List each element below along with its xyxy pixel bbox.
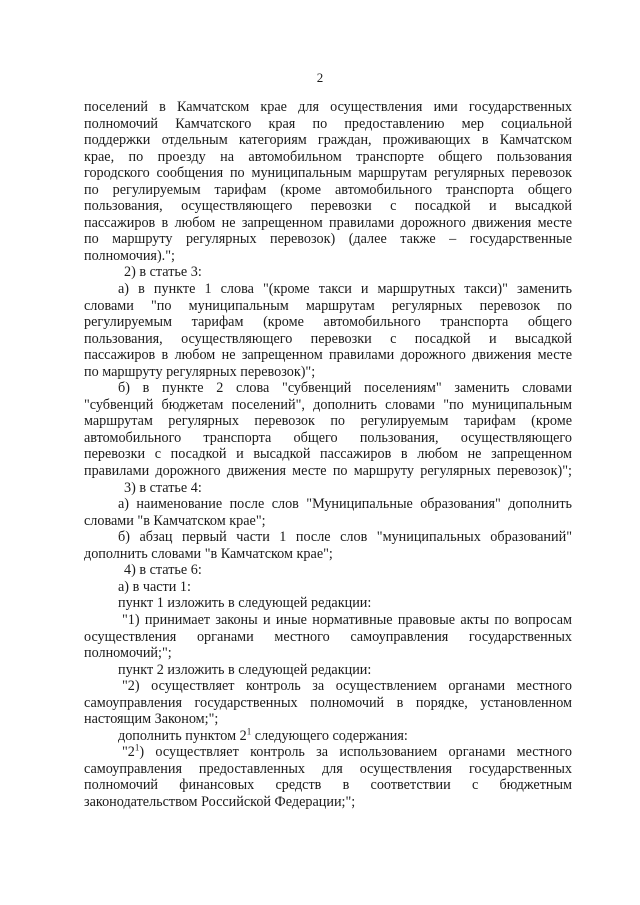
text-fragment: "2 <box>122 744 135 761</box>
text-line: пассажиров в любом не запрещенном правилами дорожного движения месте <box>84 347 572 364</box>
text-line: "субвенций бюджетам поселений", дополнить словами "по муниципальным <box>84 396 572 413</box>
superscript: 1 <box>246 726 252 737</box>
text-line: дополнить словами "в Камчатском крае"; <box>84 545 333 562</box>
text-line: осуществления органами местного самоуправления государственных <box>84 628 572 645</box>
text-line: пользования, осуществляющего перевозки с посадкой и высадкой <box>84 198 572 215</box>
text-fragment: дополнить пунктом 2 <box>118 727 247 744</box>
text-line: 4) в статье 6: <box>124 562 202 579</box>
text-line: самоуправления предоставленных для осуществления государственных <box>84 760 572 777</box>
text-line: городского сообщения по муниципальным маршрутам регулярных перевозок <box>84 165 572 182</box>
text-line: пункт 1 изложить в следующей редакции: <box>118 595 372 612</box>
document-body <box>84 99 572 811</box>
text-line: поддержки отдельным категориям граждан, проживающих в Камчатском <box>84 132 572 149</box>
text-line: регулируемым тарифам (кроме автомобильного транспорта общего <box>84 314 572 331</box>
text-line: б) абзац первый части 1 после слов "муниципальных образований" <box>118 529 572 546</box>
text-line: по регулируемым тарифам (кроме автомобильного транспорта общего <box>84 181 572 198</box>
text-line: словами "в Камчатском крае"; <box>84 512 266 529</box>
text-line: 3) в статье 4: <box>124 479 202 496</box>
text-line: б) в пункте 2 слова "субвенций поселениям" заменить словами <box>118 380 572 397</box>
text-line: настоящим Законом;"; <box>84 711 219 728</box>
text-line: полномочий Камчатского края по предоставлению мер социальной <box>84 115 572 132</box>
text-line: пассажиров в любом не запрещенном правилами дорожного движения месте <box>84 214 572 231</box>
text-line: словами "по муниципальным маршрутам регулярных перевозок по <box>84 297 572 314</box>
text-line: пункт 2 изложить в следующей редакции: <box>118 661 372 678</box>
text-line: поселений в Камчатском крае для осуществления ими государственных <box>84 99 572 115</box>
text-line: "2) осуществляет контроль за осуществлением органами местного <box>122 678 572 695</box>
text-line: маршрутам регулярных перевозок по регулируемым тарифам (кроме <box>84 413 572 430</box>
text-line: а) наименование после слов "Муниципальные образования" дополнить <box>118 496 572 513</box>
text-line: по маршруту регулярных перевозок)"; <box>84 363 316 380</box>
text-line: полномочий;"; <box>84 645 172 662</box>
text-fragment: следующего содержания: <box>251 727 408 744</box>
text-line: 2) в статье 3: <box>124 264 202 281</box>
text-fragment: ) осуществляет контроль за использованием органами местного <box>139 744 572 761</box>
text-line: а) в пункте 1 слова "(кроме такси и маршрутных такси)" заменить <box>118 281 572 298</box>
text-line: пользования, осуществляющего перевозки с посадкой и высадкой <box>84 330 572 347</box>
text-line: самоуправления государственных полномочий в порядке, установленном <box>84 694 572 711</box>
superscript: 1 <box>134 742 140 753</box>
text-line: крае, по проезду на автомобильном транспорте общего пользования <box>84 148 572 165</box>
text-line <box>84 744 572 761</box>
text-line: полномочия)."; <box>84 247 175 264</box>
text-line: законодательством Российской Федерации;"; <box>84 793 356 810</box>
text-line: автомобильного транспорта общего пользования, осуществляющего <box>84 429 572 446</box>
text-line: полномочий финансовых средств в соответствии с бюджетным <box>84 777 572 794</box>
page-number: 2 <box>316 70 324 85</box>
text-line: по маршруту регулярных перевозок) (далее также – государственные <box>84 231 572 248</box>
text-line: "1) принимает законы и иные нормативные правовые акты по вопросам <box>122 611 572 628</box>
text-line: а) в части 1: <box>118 578 191 595</box>
text-line <box>84 728 572 745</box>
text-line: перевозки с посадкой и высадкой пассажиров в любом не запрещенном <box>84 446 572 463</box>
text-line: правилами дорожного движения месте по маршруту регулярных перевозок)"; <box>84 463 572 480</box>
